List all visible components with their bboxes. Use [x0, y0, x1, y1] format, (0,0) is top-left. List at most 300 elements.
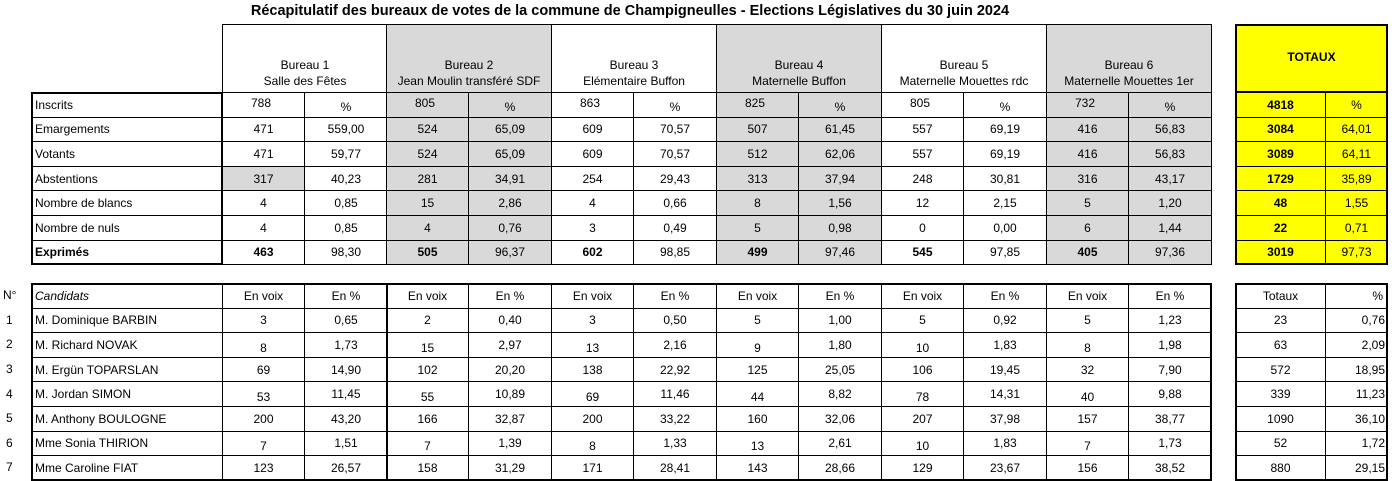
stat-percent-text: 0,66	[663, 196, 687, 211]
candidate-pct	[1128, 455, 1212, 481]
candidate-voix	[1046, 406, 1129, 432]
stat-count	[881, 166, 964, 192]
stat-percent	[963, 117, 1047, 143]
stat-label-text: Votants	[35, 146, 76, 161]
stat-percent	[468, 166, 552, 192]
candidate-pct-text: 1,39	[498, 436, 522, 451]
candidate-number	[0, 455, 28, 480]
bureau-header	[551, 24, 717, 93]
stat-count	[716, 190, 799, 216]
total-count-text: 4818	[1267, 97, 1294, 112]
candidate-pct	[304, 357, 388, 383]
pct-header-text: En %	[660, 288, 690, 303]
candidates-header	[31, 283, 223, 309]
candidate-voix	[386, 431, 469, 457]
candidate-voix-text: 143	[747, 460, 768, 475]
stat-percent-text: 0,76	[498, 220, 522, 235]
candidate-name	[31, 357, 223, 383]
candidate-voix	[716, 381, 799, 407]
stat-percent-text: 65,09	[494, 146, 526, 161]
candidate-pct	[1128, 332, 1212, 358]
stat-percent	[633, 117, 717, 143]
stat-count-text: 254	[582, 171, 603, 186]
candidate-voix-text: 156	[1077, 460, 1098, 475]
bureau-place: Maternelle Mouettes rdc	[899, 74, 1029, 88]
candidate-pct	[633, 455, 717, 481]
stat-count	[222, 240, 305, 266]
voix-header-text: En voix	[737, 288, 778, 303]
totaux-header	[1235, 24, 1388, 93]
pct-header	[304, 283, 388, 309]
candidate-pct	[1128, 357, 1212, 383]
candidate-voix-text: 32	[1080, 362, 1095, 377]
stat-count	[222, 215, 305, 241]
stat-count	[881, 141, 964, 167]
bureau-header	[222, 24, 388, 93]
candidate-voix-text: 3	[589, 313, 596, 328]
candidate-pct	[1128, 381, 1212, 407]
total-percent	[1325, 92, 1388, 118]
candidate-voix	[222, 332, 305, 358]
candidate-voix-text: 5	[1084, 313, 1091, 328]
stat-percent	[468, 117, 552, 143]
stat-label	[31, 166, 223, 192]
candidate-voix-text: 207	[912, 411, 933, 426]
candidate-number-text: 6	[6, 435, 13, 450]
stat-percent-text: 34,91	[494, 171, 526, 186]
stat-count	[222, 141, 305, 167]
stat-count-text: 317	[253, 171, 274, 186]
candidate-voix-text: 157	[1077, 411, 1098, 426]
stat-percent	[798, 215, 882, 241]
candidate-voix-text: 7	[260, 439, 267, 454]
candidate-name	[31, 381, 223, 407]
candidate-pct-text: 1,73	[1158, 436, 1182, 451]
stat-count-text: 825	[745, 96, 766, 110]
stat-count-text: 609	[582, 146, 603, 161]
stat-count	[881, 190, 964, 216]
stat-percent	[468, 141, 552, 167]
candidate-voix-text: 10	[915, 340, 930, 355]
candidate-total-voix	[1235, 381, 1326, 407]
candidate-total-pct	[1325, 381, 1388, 407]
candidate-pct-text: 32,06	[824, 411, 856, 426]
candidate-number	[0, 381, 28, 406]
candidate-number	[0, 308, 28, 333]
bureau-name: Bureau 2	[444, 58, 494, 72]
voix-header	[716, 283, 799, 309]
candidate-number-text: 3	[6, 362, 13, 377]
stat-percent	[633, 141, 717, 167]
candidate-pct	[304, 455, 388, 481]
candidate-total-voix	[1235, 332, 1326, 358]
pct-header-text: En %	[331, 288, 361, 303]
candidate-pct	[304, 406, 388, 432]
candidate-voix	[222, 431, 305, 457]
candidate-voix-text: 166	[417, 411, 438, 426]
candidate-total-voix-text: 572	[1270, 362, 1291, 377]
candidate-voix	[222, 381, 305, 407]
candidate-total-pct	[1325, 431, 1388, 457]
stat-percent-text: 69,19	[989, 146, 1021, 161]
candidate-pct-text: 1,73	[334, 337, 358, 352]
stat-percent	[798, 190, 882, 216]
candidate-total-pct-text: 2,09	[1361, 337, 1385, 352]
candidate-pct-text: 0,40	[498, 313, 522, 328]
stat-percent-text: %	[669, 99, 681, 114]
stat-count-text: 557	[912, 122, 933, 137]
bureau-header	[386, 24, 552, 93]
stat-label-text: Emargements	[35, 122, 110, 137]
stat-count	[386, 166, 469, 192]
candidate-total-voix-text: 52	[1273, 436, 1288, 451]
stat-count	[551, 215, 634, 241]
stat-percent	[798, 92, 882, 118]
candidate-voix	[386, 381, 469, 407]
candidate-pct	[468, 406, 552, 432]
candidate-voix-text: 7	[424, 439, 431, 454]
stat-count-text: 12	[915, 196, 930, 211]
bureau-name: Bureau 3	[609, 58, 659, 72]
candidate-voix-text: 2	[424, 313, 431, 328]
stat-count	[1046, 141, 1129, 167]
candidate-pct-text: 1,00	[828, 313, 852, 328]
stat-percent	[633, 190, 717, 216]
candidate-pct	[798, 406, 882, 432]
candidate-voix-text: 78	[915, 389, 930, 404]
candidate-pct-text: 0,50	[663, 313, 687, 328]
candidate-pct-text: 23,67	[989, 460, 1021, 475]
candidate-pct-text: 11,45	[331, 387, 361, 402]
stat-label	[31, 117, 223, 143]
candidate-name-text: Mme Sonia THIRION	[35, 436, 149, 451]
stat-percent	[304, 166, 388, 192]
candidate-name	[31, 431, 223, 457]
candidate-pct-text: 20,20	[494, 362, 526, 377]
candidate-voix	[551, 406, 634, 432]
candidate-voix	[551, 381, 634, 407]
stat-percent-text: 40,23	[330, 171, 362, 186]
stat-count-text: 788	[251, 96, 272, 110]
stat-label	[31, 92, 223, 118]
candidate-name-text: M. Dominique BARBIN	[35, 313, 158, 328]
candidate-pct	[468, 381, 552, 407]
stat-count-text: 557	[912, 146, 933, 161]
pct-header-text: En %	[825, 288, 855, 303]
candidate-voix-text: 13	[585, 340, 600, 355]
total-percent-text: 97,73	[1341, 245, 1372, 260]
stat-percent-text: %	[504, 99, 516, 114]
candidate-name-text: M. Jordan SIMON	[35, 387, 132, 402]
candidate-pct-text: 1,23	[1158, 313, 1182, 328]
candidate-voix	[386, 332, 469, 358]
totaux-pct-header-text: %	[1372, 288, 1383, 303]
candidate-voix-text: 5	[919, 313, 926, 328]
candidate-voix-text: 3	[260, 313, 267, 328]
stat-percent	[963, 166, 1047, 192]
stat-count	[881, 117, 964, 143]
stat-count	[881, 215, 964, 241]
candidate-pct-text: 31,29	[494, 460, 526, 475]
stat-label-text: Nombre de nuls	[35, 220, 120, 235]
pct-header-text: En %	[495, 288, 525, 303]
candidate-total-pct	[1325, 406, 1388, 432]
stat-count-text: 0	[919, 220, 926, 235]
stat-percent	[798, 117, 882, 143]
total-count-text: 3089	[1267, 146, 1294, 161]
stat-percent-text: %	[999, 99, 1011, 114]
stat-percent-text: 43,17	[1154, 171, 1186, 186]
candidate-pct-text: 1,83	[993, 436, 1017, 451]
stat-percent-text: 0,85	[334, 196, 358, 211]
page-title: Récapitulatif des bureaux de votes de la commune de Champigneulles - Elections Législatives du 30 juin 2024	[250, 3, 1010, 19]
candidate-pct	[963, 308, 1047, 334]
pct-header-text: En %	[990, 288, 1020, 303]
bureau-place: Maternelle Buffon	[752, 74, 846, 88]
candidate-pct-text: 0,65	[334, 313, 358, 328]
candidate-pct-text: 28,66	[824, 460, 856, 475]
candidate-voix-text: 125	[747, 362, 768, 377]
candidate-voix	[716, 406, 799, 432]
stat-percent-text: 37,94	[824, 171, 856, 186]
totaux-pct-header	[1325, 283, 1388, 309]
candidate-pct	[304, 308, 388, 334]
candidate-pct	[633, 357, 717, 383]
candidate-total-voix	[1235, 406, 1326, 432]
bureau-name: Bureau 5	[939, 58, 989, 72]
stat-count-text: 15	[420, 196, 435, 211]
bureau-name: Bureau 1	[280, 58, 330, 72]
candidate-voix	[716, 332, 799, 358]
candidate-pct	[468, 332, 552, 358]
stat-count-text: 316	[1077, 171, 1098, 186]
candidate-pct-text: 38,52	[1154, 460, 1186, 475]
stat-count-text: 8	[754, 196, 761, 211]
candidate-name	[31, 332, 223, 358]
stat-count	[551, 240, 634, 266]
stat-count	[881, 240, 964, 266]
total-percent-text: %	[1351, 97, 1362, 112]
total-count-text: 1729	[1267, 171, 1294, 186]
candidate-name-text: M. Richard NOVAK	[35, 337, 138, 352]
stat-percent	[963, 141, 1047, 167]
candidate-pct	[633, 406, 717, 432]
candidate-pct-text: 26,57	[330, 460, 362, 475]
candidate-pct	[468, 431, 552, 457]
stat-percent	[963, 215, 1047, 241]
candidate-pct-text: 0,92	[993, 313, 1017, 328]
candidate-total-voix-text: 1090	[1267, 411, 1294, 426]
candidate-total-voix	[1235, 308, 1326, 334]
candidate-voix	[881, 357, 964, 383]
stat-percent	[963, 240, 1047, 266]
stat-percent-text: %	[340, 99, 352, 114]
voix-header-text: En voix	[1067, 288, 1108, 303]
candidates-header-text: Candidats	[35, 288, 90, 303]
stat-count-text: 313	[747, 171, 768, 186]
stat-count-text: 4	[424, 220, 431, 235]
candidate-voix-text: 200	[253, 411, 274, 426]
candidate-voix-text: 8	[260, 340, 267, 355]
candidate-pct-text: 37,98	[989, 411, 1021, 426]
candidate-total-voix-text: 339	[1270, 387, 1291, 402]
stat-count-text: 248	[912, 171, 933, 186]
stat-count-text: 524	[417, 122, 438, 137]
stat-percent	[798, 166, 882, 192]
stat-count-text: 6	[1084, 220, 1091, 235]
stat-count-text: 4	[589, 196, 596, 211]
candidate-voix	[386, 308, 469, 334]
candidate-voix	[386, 406, 469, 432]
stat-percent	[304, 141, 388, 167]
candidate-pct	[798, 357, 882, 383]
stat-count	[551, 92, 634, 118]
candidate-voix	[1046, 308, 1129, 334]
candidate-pct	[304, 431, 388, 457]
voix-header	[881, 283, 964, 309]
candidate-pct-text: 28,41	[659, 460, 691, 475]
candidate-pct-text: 2,16	[663, 337, 687, 352]
stat-percent-text: 559,00	[327, 122, 365, 137]
candidate-total-voix	[1235, 455, 1326, 481]
stat-percent-text: 56,83	[1154, 146, 1186, 161]
stat-count	[222, 166, 305, 192]
candidate-voix	[551, 357, 634, 383]
bureau-place: Maternelle Mouettes 1er	[1064, 74, 1194, 88]
candidate-pct-text: 19,45	[989, 362, 1021, 377]
stat-count-text: 471	[253, 122, 274, 137]
candidate-pct	[633, 308, 717, 334]
stat-percent-text: 0,00	[993, 220, 1017, 235]
total-count	[1235, 92, 1326, 118]
candidate-voix-text: 53	[256, 389, 271, 404]
stat-percent-text: 62,06	[824, 146, 856, 161]
candidate-voix	[881, 332, 964, 358]
stat-count	[551, 190, 634, 216]
candidate-voix	[222, 455, 305, 481]
stat-percent	[468, 215, 552, 241]
stat-percent-text: 97,36	[1154, 245, 1186, 260]
stat-percent-text: 1,20	[1158, 196, 1182, 211]
total-percent-text: 35,89	[1341, 171, 1372, 186]
candidate-pct	[468, 308, 552, 334]
stat-percent-text: 56,83	[1154, 122, 1186, 137]
total-count-text: 3084	[1267, 122, 1294, 137]
total-count	[1235, 141, 1326, 167]
candidate-voix	[1046, 357, 1129, 383]
stat-percent-text: 2,86	[498, 196, 522, 211]
candidate-pct	[1128, 308, 1212, 334]
voix-header-text: En voix	[902, 288, 943, 303]
candidate-total-voix	[1235, 431, 1326, 457]
stat-count	[716, 166, 799, 192]
candidate-total-pct-text: 29,15	[1354, 460, 1385, 475]
stat-label	[31, 215, 223, 241]
candidate-voix	[551, 308, 634, 334]
candidate-voix	[716, 455, 799, 481]
stat-percent	[1128, 92, 1212, 118]
candidate-pct	[304, 381, 388, 407]
candidate-voix-text: 10	[915, 439, 930, 454]
candidate-total-pct-text: 11,23	[1355, 387, 1385, 402]
candidate-pct	[963, 332, 1047, 358]
total-count-text: 22	[1273, 220, 1288, 235]
candidate-voix-text: 5	[754, 313, 761, 328]
candidate-pct	[1128, 431, 1212, 457]
candidate-voix	[881, 308, 964, 334]
stat-percent-text: 30,81	[989, 171, 1021, 186]
candidate-voix	[881, 381, 964, 407]
candidate-pct-text: 14,90	[330, 362, 362, 377]
stat-count-text: 281	[417, 171, 438, 186]
stat-percent	[798, 141, 882, 167]
stat-count-text: 512	[747, 146, 768, 161]
candidate-pct-text: 8,82	[828, 387, 852, 402]
total-count	[1235, 240, 1326, 266]
stat-count	[222, 190, 305, 216]
candidate-pct	[304, 332, 388, 358]
candidate-total-pct-text: 1,72	[1361, 436, 1385, 451]
stat-count	[716, 215, 799, 241]
candidate-pct-text: 1,98	[1158, 337, 1182, 352]
stat-label	[31, 240, 223, 266]
stat-count-text: 5	[754, 220, 761, 235]
candidate-voix-text: 55	[420, 389, 435, 404]
stat-count	[1046, 117, 1129, 143]
candidate-pct-text: 1,80	[828, 337, 852, 352]
stat-count-text: 471	[253, 146, 274, 161]
stat-percent	[1128, 141, 1212, 167]
pct-header-text: En %	[1155, 288, 1185, 303]
voix-header-text: En voix	[407, 288, 448, 303]
stat-percent	[1128, 240, 1212, 266]
candidate-voix-text: 8	[1084, 340, 1091, 355]
candidate-pct-text: 32,87	[494, 411, 526, 426]
candidate-voix-text: 44	[750, 389, 765, 404]
candidate-name	[31, 308, 223, 334]
candidate-voix-text: 123	[253, 460, 274, 475]
stat-percent	[963, 190, 1047, 216]
stat-percent-text: %	[1164, 99, 1176, 114]
total-count-text: 3019	[1267, 245, 1294, 260]
stat-count-text: 405	[1077, 245, 1098, 260]
candidate-pct-text: 33,22	[659, 411, 691, 426]
stat-percent	[1128, 190, 1212, 216]
stat-count	[551, 117, 634, 143]
num-header	[0, 283, 28, 308]
pct-header	[1128, 283, 1212, 309]
pct-header	[798, 283, 882, 309]
candidate-pct	[633, 332, 717, 358]
candidate-voix-text: 69	[585, 389, 600, 404]
candidate-voix	[222, 357, 305, 383]
candidate-total-voix-text: 63	[1273, 337, 1288, 352]
stat-count-text: 5	[1084, 196, 1091, 211]
bureau-header	[881, 24, 1047, 93]
candidate-voix-text: 7	[1084, 439, 1091, 454]
stat-label-text: Inscrits	[35, 97, 74, 112]
candidate-pct-text: 22,92	[659, 362, 691, 377]
candidate-name	[31, 455, 223, 481]
total-percent-text: 64,11	[1341, 146, 1372, 161]
stat-percent-text: 1,44	[1158, 220, 1182, 235]
candidate-voix	[881, 431, 964, 457]
stat-count	[716, 141, 799, 167]
candidate-pct-text: 7,90	[1158, 362, 1182, 377]
candidate-pct-text: 1,83	[993, 337, 1017, 352]
candidate-pct	[963, 406, 1047, 432]
bureau-header	[716, 24, 882, 93]
